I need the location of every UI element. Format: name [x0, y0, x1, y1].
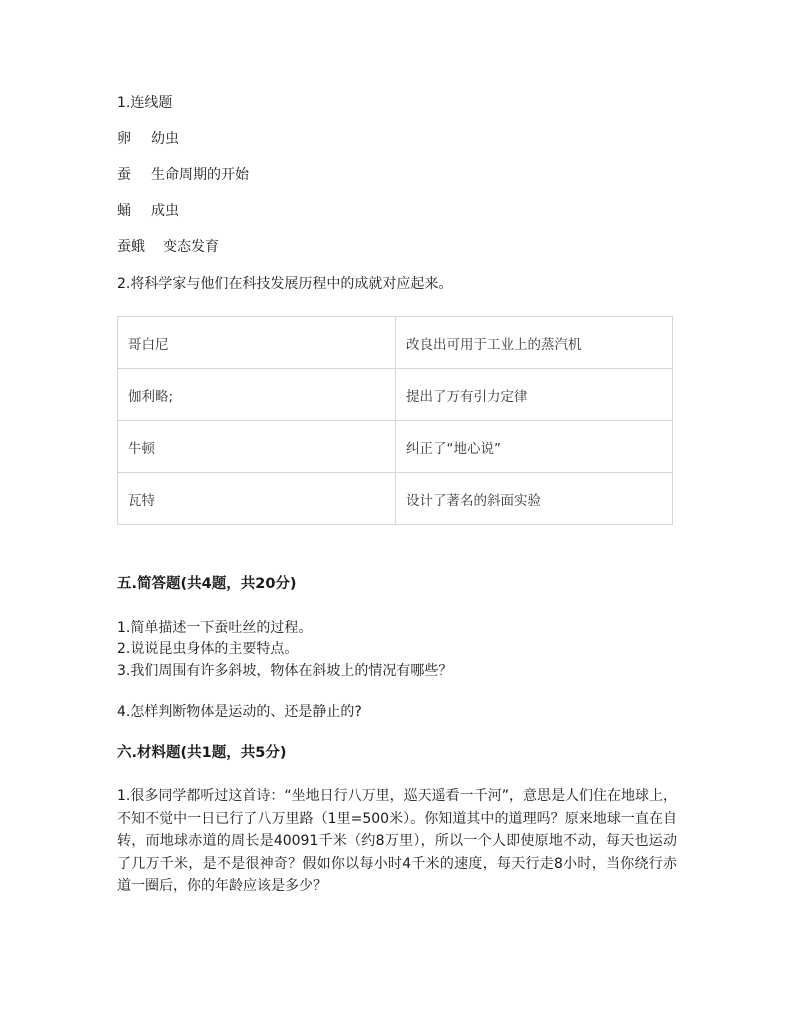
match-row-1 — [117, 129, 179, 149]
table-row — [118, 473, 673, 525]
table-row — [118, 421, 673, 473]
match-row-3 — [117, 201, 179, 221]
scientist-cell: 瓦特 — [118, 473, 396, 525]
match-left-item: 卵 — [117, 131, 131, 147]
section5-heading: 五.简答题(共4题，共20分) — [117, 576, 297, 592]
section5-question-3: 3.我们周围有许多斜坡，物体在斜坡上的情况有哪些？ — [117, 663, 453, 679]
scientist-cell: 哥白尼 — [118, 317, 396, 369]
achievement-cell: 改良出可用于工业上的蒸汽机 — [396, 317, 673, 369]
match-right-item: 生命周期的开始 — [151, 167, 249, 183]
section5-question-2: 2.说说昆虫身体的主要特点。 — [117, 641, 299, 657]
table-row — [118, 369, 673, 421]
section5-question-1: 1.简单描述一下蚕吐丝的过程。 — [117, 620, 313, 636]
match-row-4 — [117, 237, 219, 257]
scientist-table — [117, 316, 673, 525]
table-row — [118, 317, 673, 369]
section4-q1-title: 1.连线题 — [117, 95, 173, 111]
match-right-item: 幼虫 — [151, 131, 179, 147]
match-left-item: 蚕 — [117, 167, 131, 183]
achievement-cell: 纠正了“地心说” — [396, 421, 673, 473]
scientist-cell: 伽利略; — [118, 369, 396, 421]
match-right-item: 变态发育 — [163, 239, 219, 255]
achievement-cell: 设计了著名的斜面实验 — [396, 473, 673, 525]
section5-question-4: 4.怎样判断物体是运动的、还是静止的? — [117, 704, 362, 720]
match-row-2 — [117, 165, 249, 185]
section6-question-1: 1.很多同学都听过这首诗：“坐地日行八万里，巡天遥看一千河”，意思是人们住在地球上，不知不觉中一日已行了八万里路（1里=500米）。你知道其中的道理吗？原来地球一直在自转，而地球赤道的周长是40091千米（约8万里），所以一个人即使原地不动，每天也运动了几万千米，是不是很神奇？假如你以每小时4千米的速度，每天行走8小时，当你绕行赤道一圈后，你的年龄应该是多少？ — [117, 788, 677, 894]
section4-q2-title: 2.将科学家与他们在科技发展历程中的成就对应起来。 — [117, 276, 453, 292]
section6-heading: 六.材料题(共1题，共5分) — [117, 745, 287, 761]
scientist-cell: 牛顿 — [118, 421, 396, 473]
achievement-cell: 提出了万有引力定律 — [396, 369, 673, 421]
match-right-item: 成虫 — [151, 203, 179, 219]
match-left-item: 蚕蛾 — [117, 239, 145, 255]
match-left-item: 蛹 — [117, 203, 131, 219]
